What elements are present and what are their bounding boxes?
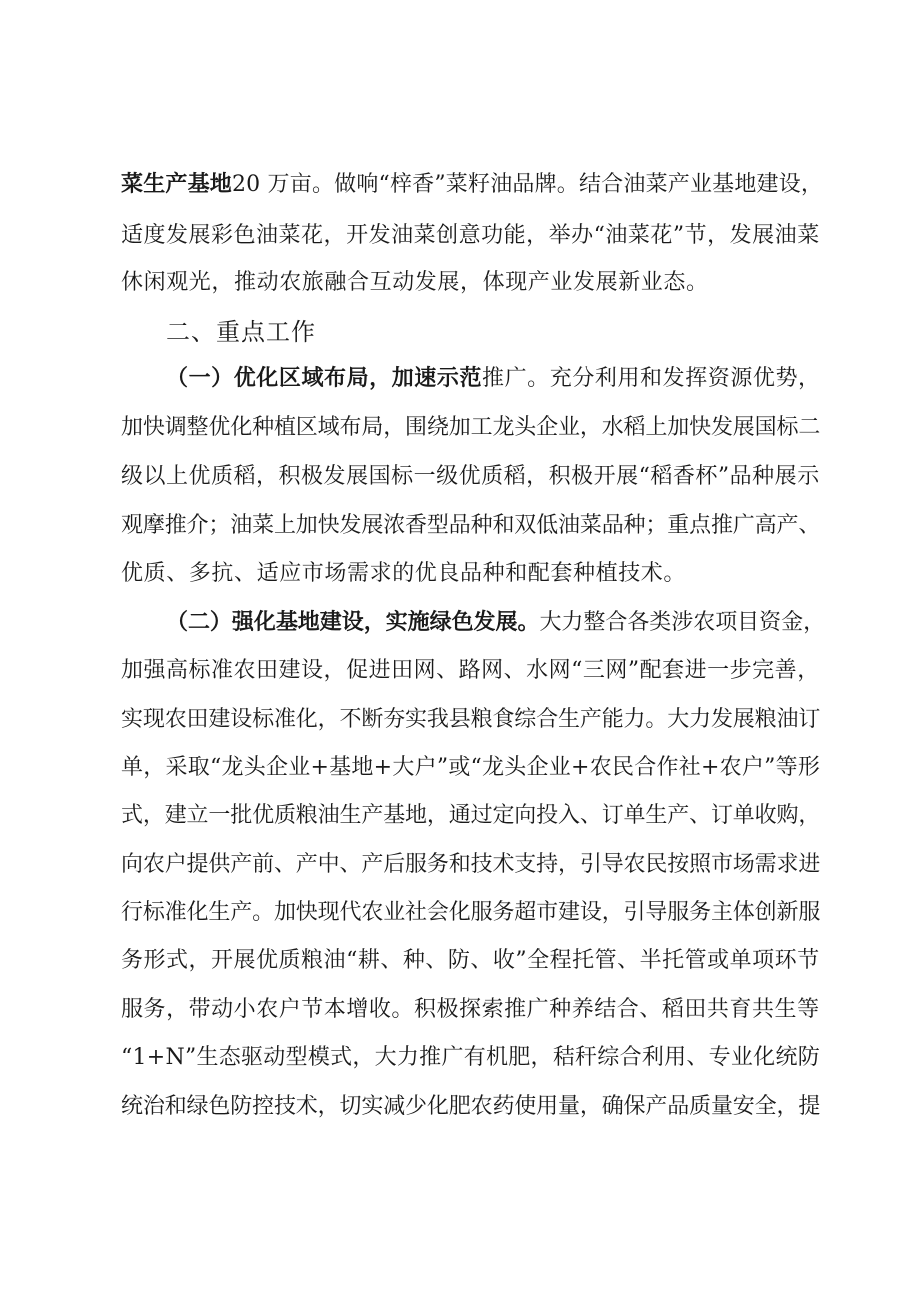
paragraph-line: 级以上优质稻，积极发展国标一级优质稻，积极开展“稻香杯”品种展示: [121, 464, 820, 489]
paragraph-line: 加快调整优化种植区域布局，围绕加工龙头企业，水稻上加快发展国标二: [121, 415, 821, 440]
subheading-phrase: （二）强化基地建设，实施绿色发展。: [166, 610, 540, 635]
paragraph-line: “1+N”生态驱动型模式，大力推广有机肥，秸秆综合利用、专业化统防: [121, 1045, 820, 1070]
subheading-phrase: （一）优化区域布局，加速示范: [166, 366, 483, 391]
section-heading: 二、重点工作: [166, 318, 316, 346]
paragraph-line: 务形式，开展优质粮油“耕、种、防、收”全程托管、半托管或单项环节: [121, 948, 820, 973]
text-run: 大力整合各类涉农项目资金，: [539, 610, 826, 635]
paragraph-line: 适度发展彩色油菜花，开发油菜创意功能，举办“油菜花”节，发展油菜: [121, 223, 820, 248]
paragraph-line: 加强高标准农田建设，促进田网、路网、水网“三网”配套进一步完善，: [121, 658, 820, 683]
bold-phrase: 菜生产基地: [121, 172, 232, 197]
paragraph-line: [166, 608, 825, 638]
paragraph-line: 休闲观光，推动农旅融合互动发展，体现产业发展新业态。: [121, 270, 709, 295]
paragraph-line: 实现农田建设标准化，不断夯实我县粮食综合生产能力。大力发展粮油订: [121, 707, 821, 732]
paragraph-line: 观摩推介；油菜上加快发展浓香型品种和双低油菜品种；重点推广高产、: [121, 513, 821, 538]
paragraph-line: 行标准化生产。加快现代农业社会化服务超市建设，引导服务主体创新服: [121, 900, 821, 925]
paragraph-line: 单，采取“龙头企业+基地+大户”或“龙头企业+农民合作社+农户”等形: [121, 755, 821, 780]
text-run: 20 万亩。做响“梓香”菜籽油品牌。结合油菜产业基地建设，: [231, 172, 824, 197]
paragraph-line: 服务，带动小农户节本增收。积极探索推广种养结合、稻田共育共生等: [121, 997, 820, 1022]
paragraph-line: [121, 170, 823, 200]
paragraph-line: [166, 364, 821, 394]
paragraph-line: 统治和绿色防控技术，切实减少化肥农药使用量，确保产品质量安全，提: [121, 1094, 821, 1119]
paragraph-line: 式，建立一批优质粮油生产基地，通过定向投入、订单生产、订单收购，: [121, 803, 821, 828]
text-run: 推广。充分利用和发挥资源优势，: [482, 366, 821, 391]
paragraph-line: 向农户提供产前、产中、产后服务和技术支持，引导农民按照市场需求进: [121, 852, 821, 877]
paragraph-line: 优质、多抗、适应市场需求的优良品种和配套种植技术。: [121, 561, 687, 586]
